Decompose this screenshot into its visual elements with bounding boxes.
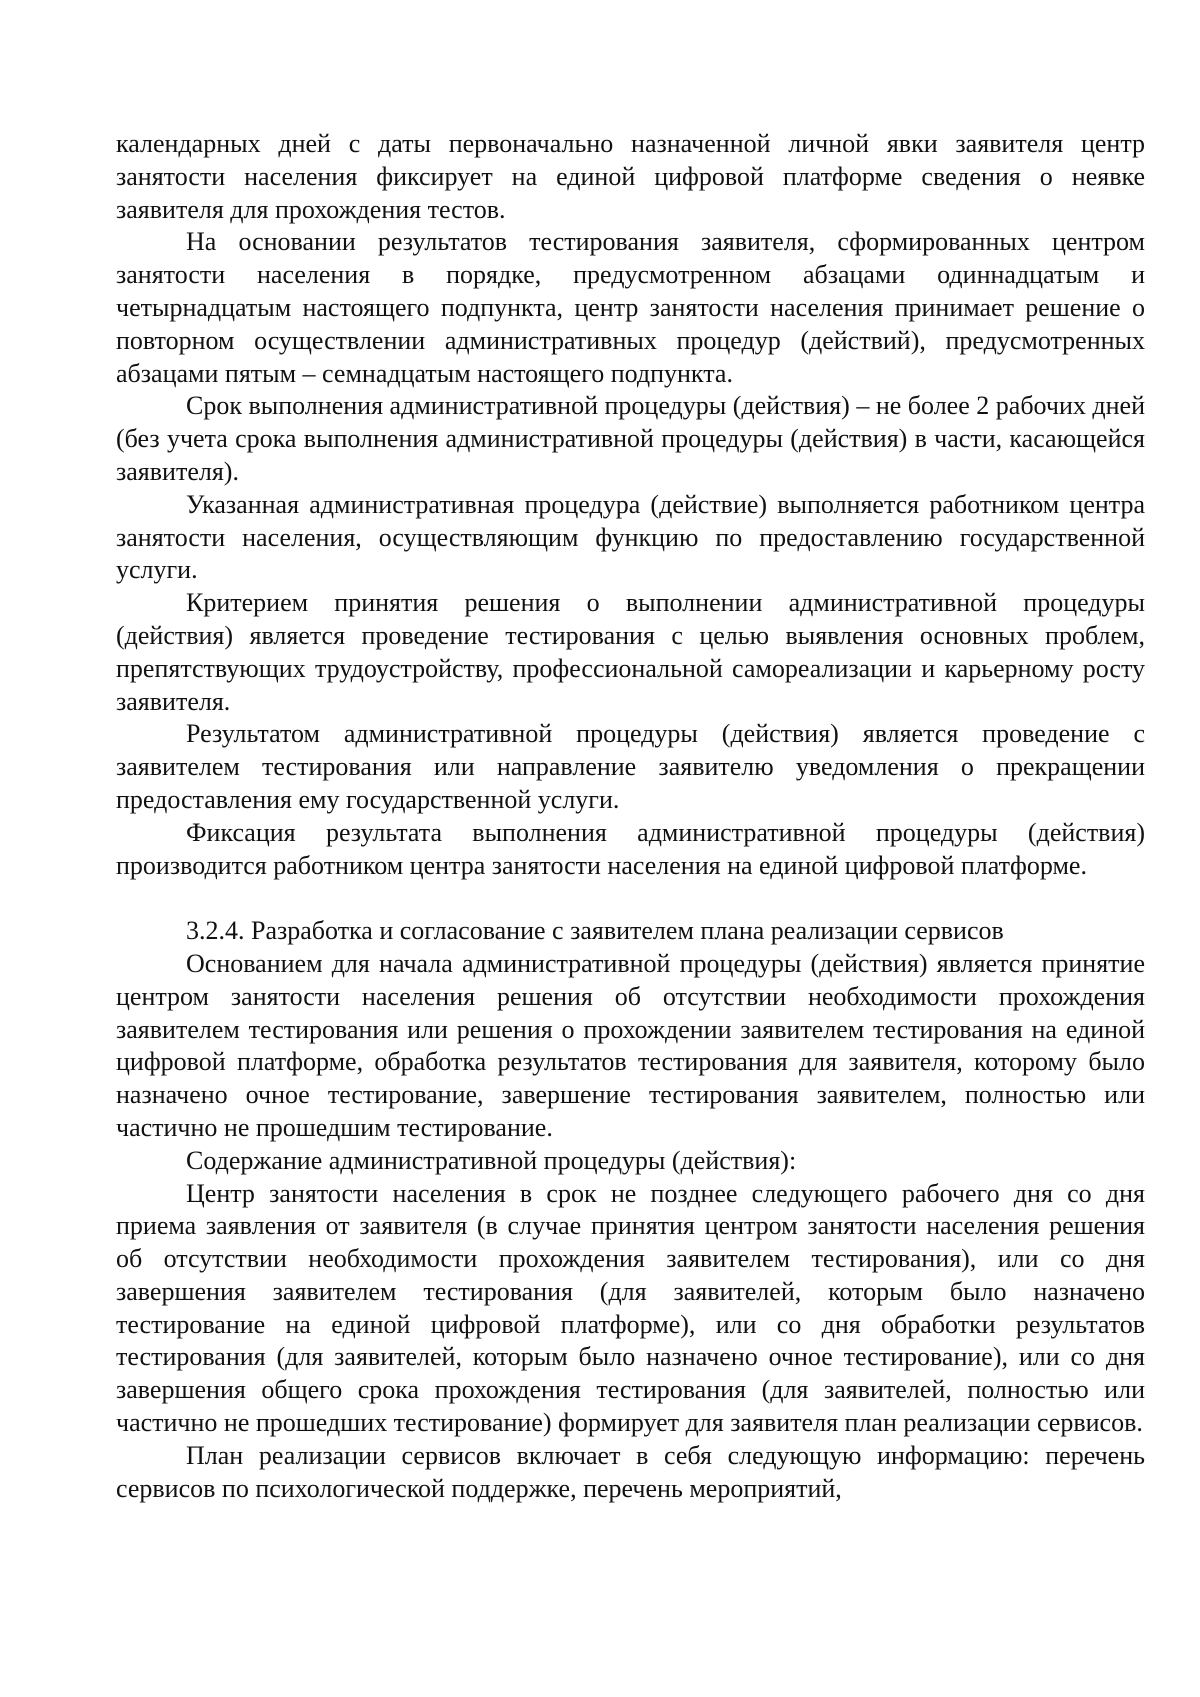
paragraph-result-recording: Фиксация результата выполнения административной процедуры (действия) производится работником центра занятости населения на единой цифровой платформе. (116, 817, 1145, 880)
section-heading: 3.2.4. Разработка и согласование с заявителем плана реализации сервисов (186, 916, 1004, 946)
paragraph-procedure-result: Результатом административной процедуры (действия) является проведение с заявителем тестирования или направление заявителю уведомления о прекращении предоставления ему государственной услуги. (116, 719, 1145, 814)
paragraph-procedure-executor: Указанная административная процедура (действие) выполняется работником центра занятости населения, осуществляющим функцию по предоставлению государственной услуги. (116, 489, 1145, 585)
paragraph-service-plan-formation: Центр занятости населения в срок не позднее следующего рабочего дня со дня приема заявления от заявителя (в случае принятия центром занятости населения решения об отсутствии необходимости прохождения заявителем тестирования), или со дня завершения заявителем тестирования (для заявителей, которым было назначено тестирование на единой цифровой платформе), или со дня обработки результатов тестирования (для заявителей, которым было назначено очное тестирование), или со дня завершения общего срока прохождения тестирования (для заявителей, полностью или частично не прошедших тестирование) формирует для заявителя план реализации сервисов. (116, 1178, 1145, 1438)
paragraph-procedure-content-label: Содержание административной процедуры (действия): (186, 1145, 797, 1175)
paragraph-procedure-basis: Основанием для начала административной процедуры (действия) является принятие центром занятости населения решения об отсутствии необходимости прохождения заявителем тестирования или решения о прохождении заявителем тестирования на единой цифровой платформе, обработка результатов тестирования для заявителя, которому было назначено очное тестирование, завершение тестирования заявителем, полностью или частично не прошедшим тестирование. (116, 948, 1145, 1142)
paragraph-service-plan-contents: План реализации сервисов включает в себя следующую информацию: перечень сервисов по психологической поддержке, перечень мероприятий, (116, 1440, 1145, 1503)
paragraph-continuation: календарных дней с даты первоначально назначенной личной явки заявителя центр занятости населения фиксирует на единой цифровой платформе сведения о неявке заявителя для прохождения тестов. (116, 129, 1145, 224)
document-body (116, 128, 1145, 1505)
paragraph-procedure-deadline: Срок выполнения административной процедуры (действия) – не более 2 рабочих дней (без учета срока выполнения административной процедуры (действия) в части, касающейся заявителя). (116, 391, 1145, 486)
paragraph-decision-criterion: Критерием принятия решения о выполнении административной процедуры (действия) является проведение тестирования с целью выявления основных проблем, препятствующих трудоустройству, профессиональной самореализации и карьерному росту заявителя. (116, 588, 1145, 716)
section-spacer (116, 882, 1145, 915)
paragraph-test-results-decision: На основании результатов тестирования заявителя, сформированных центром занятости населения в порядке, предусмотренном абзацами одиннадцатым и четырнадцатым настоящего подпункта, центр занятости населения принимает решение о повторном осуществлении административных процедур (действий), предусмотренных абзацами пятым – семнадцатым настоящего подпункта. (116, 227, 1145, 388)
